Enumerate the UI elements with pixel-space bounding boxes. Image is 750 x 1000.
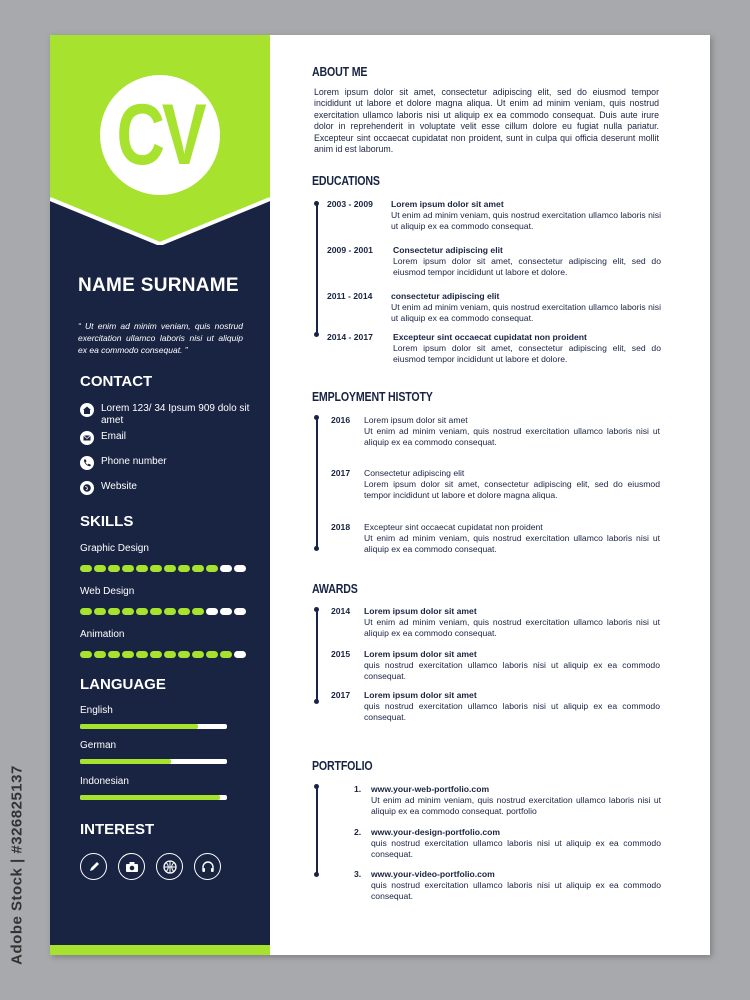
employment-item <box>331 522 661 558</box>
cv-logo-circle <box>100 75 220 195</box>
skill-segment <box>220 651 232 658</box>
timeline-dot <box>314 415 319 420</box>
award-year: 2014 <box>331 606 351 616</box>
skill-segment <box>136 608 148 615</box>
award-title: Lorem ipsum dolor sit amet <box>364 606 477 616</box>
skill-segment <box>94 651 106 658</box>
globe-icon <box>80 481 94 495</box>
education-title: Consectetur adipiscing elit <box>393 245 503 255</box>
skill-segment <box>234 608 246 615</box>
language-heading: LANGUAGE <box>80 676 166 693</box>
skill-segment <box>206 565 218 572</box>
language-bar <box>80 759 227 764</box>
portfolio-number: 2. <box>354 827 362 837</box>
cv-logo: CV <box>116 87 204 183</box>
phone-text: Phone number <box>101 456 167 467</box>
skills-heading: SKILLS <box>80 513 134 530</box>
award-description: quis nostrud exercitation ullamco laboris nisi ut aliquip ex ea commodo consequat. <box>364 701 660 723</box>
basketball-icon <box>156 853 183 880</box>
skill-segment <box>234 651 246 658</box>
portfolio-link[interactable]: www.your-video-portfolio.com <box>371 869 495 879</box>
employment-item <box>331 415 661 451</box>
education-description: Lorem ipsum dolor sit amet, consectetur adipiscing elit, sed do eiusmod tempor incididunt ut labore et dolore. <box>393 343 661 365</box>
pencil-icon <box>80 853 107 880</box>
skill-segment <box>136 651 148 658</box>
portfolio-description: quis nostrud exercitation ullamco laboris nisi ut aliquip ex ea commodo consequat. <box>371 880 661 902</box>
skill-segment <box>234 565 246 572</box>
award-item <box>331 649 661 685</box>
language-bar-fill <box>80 724 198 729</box>
portfolio-number: 3. <box>354 869 362 879</box>
language-bar-fill <box>80 795 220 800</box>
education-year: 2009 - 2001 <box>327 245 373 255</box>
skill-segment <box>122 565 134 572</box>
sidebar <box>50 35 270 955</box>
education-item <box>327 291 662 331</box>
education-description: Ut enim ad minim veniam, quis nostrud exercitation ullamco laboris nisi ut aliquip ex ea commodo consequat. <box>391 210 661 232</box>
education-year: 2011 - 2014 <box>327 291 373 301</box>
portfolio-link[interactable]: www.your-design-portfolio.com <box>371 827 501 837</box>
award-item <box>331 690 661 726</box>
contact-email[interactable] <box>80 431 260 445</box>
education-timeline <box>316 203 318 336</box>
education-title: Lorem ipsum dolor sit amet <box>391 199 504 209</box>
skill-segment <box>122 608 134 615</box>
skill-segment <box>178 608 190 615</box>
language-bar <box>80 795 227 800</box>
headphones-icon <box>194 853 221 880</box>
skill-label: Animation <box>80 629 125 640</box>
education-heading: EDUCATIONS <box>312 174 380 188</box>
employment-year: 2016 <box>331 415 351 425</box>
employment-item <box>331 468 661 504</box>
skill-segment <box>178 651 190 658</box>
skill-segment <box>94 608 106 615</box>
language-bar <box>80 724 227 729</box>
skill-segment <box>108 651 120 658</box>
candidate-name: NAME SURNAME <box>78 275 239 296</box>
skill-segment <box>164 565 176 572</box>
skill-segment <box>108 608 120 615</box>
skill-bar <box>80 651 246 658</box>
resume-page <box>50 35 710 955</box>
education-description: Ut enim ad minim veniam, quis nostrud exercitation ullamco laboris nisi ut aliquip ex ea commodo consequat. <box>391 302 661 324</box>
skill-segment <box>80 565 92 572</box>
employment-title: Lorem ipsum dolor sit amet <box>364 415 468 425</box>
education-year: 2003 - 2009 <box>327 199 373 209</box>
address-text: Lorem 123/ 34 Ipsum 909 dolo sit amet <box>101 403 250 426</box>
website-text: Website <box>101 481 137 492</box>
skill-segment <box>220 565 232 572</box>
interest-heading: INTEREST <box>80 821 155 838</box>
skill-segment <box>164 651 176 658</box>
education-title: consectetur adipiscing elit <box>391 291 500 301</box>
contact-heading: CONTACT <box>80 373 153 390</box>
skill-segment <box>192 565 204 572</box>
camera-icon <box>118 853 145 880</box>
skill-segment <box>108 565 120 572</box>
email-text: Email <box>101 431 127 442</box>
education-year: 2014 - 2017 <box>327 332 373 342</box>
award-year: 2017 <box>331 690 351 700</box>
skill-segment <box>206 651 218 658</box>
education-item <box>327 245 662 285</box>
skill-segment <box>150 608 162 615</box>
profile-quote: “ Ut enim ad minim veniam, quis nostrud exercitation ullamco laboris nisi ut aliquip ex ea commodo consequat. ” <box>78 321 243 355</box>
employment-description: Lorem ipsum dolor sit amet, consectetur adipiscing elit, sed do eiusmod tempor incididunt ut labore et dolore magna aliqua. <box>364 479 660 501</box>
language-bar-fill <box>80 759 171 764</box>
skill-segment <box>94 565 106 572</box>
award-description: quis nostrud exercitation ullamco laboris nisi ut aliquip ex ea commodo consequat. <box>364 660 660 682</box>
education-item <box>327 199 662 239</box>
skill-segment <box>192 651 204 658</box>
skill-label: Graphic Design <box>80 543 149 554</box>
portfolio-description: quis nostrud exercitation ullamco laboris nisi ut aliquip ex ea commodo consequat. <box>371 838 661 860</box>
award-title: Lorem ipsum dolor sit amet <box>364 690 477 700</box>
timeline-dot <box>314 546 319 551</box>
skill-label: Web Design <box>80 586 135 597</box>
employment-year: 2017 <box>331 468 351 478</box>
skill-segment <box>192 608 204 615</box>
employment-year: 2018 <box>331 522 351 532</box>
skill-segment <box>220 608 232 615</box>
contact-phone[interactable] <box>80 456 260 470</box>
timeline-dot <box>314 201 319 206</box>
skill-segment <box>164 608 176 615</box>
language-label: Indonesian <box>80 776 129 787</box>
portfolio-link[interactable]: www.your-web-portfolio.com <box>371 784 490 794</box>
timeline-dot <box>314 872 319 877</box>
education-title: Excepteur sint occaecat cupidatat non proident <box>393 332 587 342</box>
skill-segment <box>206 608 218 615</box>
award-description: Ut enim ad minim veniam, quis nostrud exercitation ullamco laboris nisi ut aliquip ex ea commodo consequat. <box>364 617 660 639</box>
portfolio-item <box>354 827 664 863</box>
awards-timeline <box>316 609 318 703</box>
portfolio-description: Ut enim ad minim veniam, quis nostrud exercitation ullamco laboris nisi ut aliquip ex ea commodo consequat. portfolio <box>371 795 661 817</box>
education-item <box>327 332 662 372</box>
skill-bar <box>80 565 246 572</box>
award-item <box>331 606 661 642</box>
contact-website[interactable] <box>80 481 260 495</box>
awards-heading: AWARDS <box>312 582 358 596</box>
timeline-dot <box>314 607 319 612</box>
language-label: English <box>80 705 113 716</box>
skill-segment <box>136 565 148 572</box>
timeline-dot <box>314 332 319 337</box>
skill-segment <box>178 565 190 572</box>
portfolio-number: 1. <box>354 784 362 794</box>
employment-heading: EMPLOYMENT HISTOTY <box>312 390 433 404</box>
stock-id-watermark: Adobe Stock | #326825137 <box>8 765 26 965</box>
portfolio-item <box>354 869 664 905</box>
award-year: 2015 <box>331 649 351 659</box>
employment-description: Ut enim ad minim veniam, quis nostrud exercitation ullamco laboris nisi ut aliquip ex ea commodo consequat. <box>364 533 660 555</box>
timeline-dot <box>314 784 319 789</box>
skill-bar <box>80 608 246 615</box>
skill-segment <box>80 608 92 615</box>
portfolio-heading: PORTFOLIO <box>312 759 373 773</box>
about-text: Lorem ipsum dolor sit amet, consectetur adipiscing elit, sed do eiusmod tempor incididunt ut labore et dolore magna aliqua. Ut enim ad minim veniam, quis nostrud exercitation ullamco laboris nisi ut aliquip ex ea commodo consequat. Duis aute irure dolor in reprehenderit in voluptate velit esse cillum dolore eu fugiat nulla pariatur. Excepteur sint occaecat cupidatat non proident, sunt in culpa qui officia deserunt mollit anim id est laborum. <box>314 87 659 155</box>
employment-timeline <box>316 417 318 550</box>
contact-address <box>80 403 260 427</box>
language-label: German <box>80 740 117 751</box>
home-icon <box>80 403 94 417</box>
employment-title: Consectetur adipiscing elit <box>364 468 465 478</box>
employment-description: Ut enim ad minim veniam, quis nostrud exercitation ullamco laboris nisi ut aliquip ex ea commodo consequat. <box>364 426 660 448</box>
about-heading: ABOUT ME <box>312 65 368 79</box>
skill-segment <box>150 565 162 572</box>
skill-segment <box>122 651 134 658</box>
skill-segment <box>80 651 92 658</box>
phone-icon <box>80 456 94 470</box>
education-description: Lorem ipsum dolor sit amet, consectetur adipiscing elit, sed do eiusmod tempor incididunt ut labore et dolore. <box>393 256 661 278</box>
footer-accent-bar <box>50 945 270 955</box>
interest-icons <box>80 853 221 880</box>
portfolio-timeline <box>316 786 318 876</box>
portfolio-item <box>354 784 664 820</box>
award-title: Lorem ipsum dolor sit amet <box>364 649 477 659</box>
mail-icon <box>80 431 94 445</box>
skill-segment <box>150 651 162 658</box>
employment-title: Excepteur sint occaecat cupidatat non proident <box>364 522 543 532</box>
timeline-dot <box>314 699 319 704</box>
